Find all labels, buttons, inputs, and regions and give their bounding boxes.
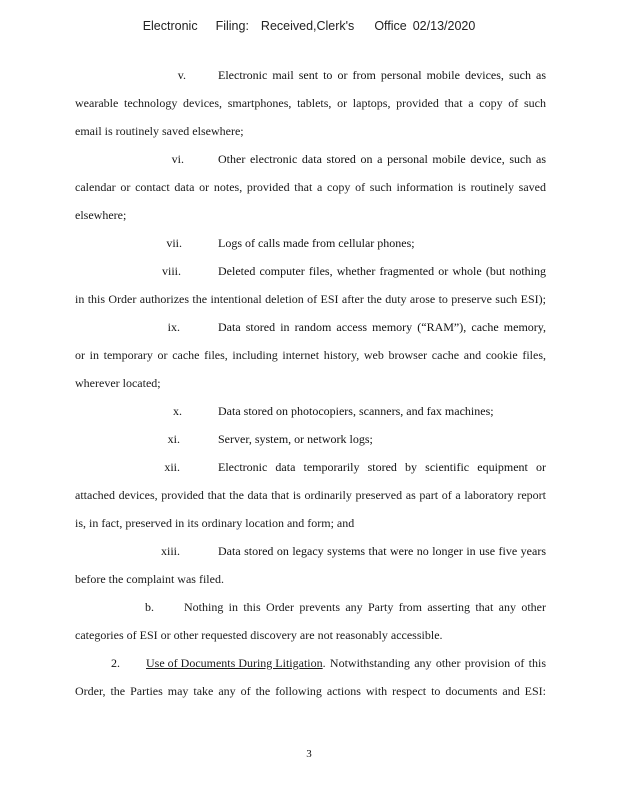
item-xii-line-2: attached devices, provided that the data that is ordinarily preserved as part of a laboratory report [75, 488, 546, 502]
item-xii-first-line: Electronic data temporarily stored by scientific equipment or [218, 460, 546, 474]
item-vi-number: vi. [171, 152, 184, 166]
section-2-first-line [146, 656, 546, 670]
item-xii-number: xii. [164, 460, 180, 474]
stamp-word-electronic: Electronic [142, 19, 198, 33]
section-2-heading: Use of Documents During Litigation [146, 656, 323, 670]
page-number: 3 [306, 748, 312, 760]
item-vi-line-3: elsewhere; [75, 208, 127, 222]
efiling-stamp-header [0, 19, 618, 33]
item-ix-line-2: or in temporary or cache files, including internet history, web browser cache and cookie files, [75, 348, 546, 362]
item-xi-first-line: Server, system, or network logs; [218, 432, 373, 446]
para-b-line-2: categories of ESI or other requested discovery are not reasonably accessible. [75, 628, 443, 642]
item-vii-number: vii. [166, 236, 182, 250]
item-ix-first-line: Data stored in random access memory (“RAM”), cache memory, [218, 320, 546, 334]
item-vi-first-line: Other electronic data stored on a personal mobile device, such as [218, 152, 546, 166]
item-viii-first-line: Deleted computer files, whether fragmented or whole (but nothing [218, 264, 546, 278]
section-2-line-2: Order, the Parties may take any of the following actions with respect to documents and ESI: [75, 684, 546, 698]
item-viii-line-2: in this Order authorizes the intentional deletion of ESI after the duty arose to preserve such ESI); [75, 292, 546, 306]
section-2-first-rest: . Notwithstanding any other provision of this [322, 656, 546, 670]
stamp-date: 02/13/2020 [412, 19, 476, 33]
item-v-number: v. [177, 68, 186, 82]
para-b-number: b. [145, 600, 154, 614]
item-x-first-line: Data stored on photocopiers, scanners, and fax machines; [218, 404, 494, 418]
item-v-line-3: email is routinely saved elsewhere; [75, 124, 244, 138]
item-xiii-number: xiii. [160, 544, 180, 558]
stamp-word-office: Office [374, 19, 407, 33]
item-v-line-2: wearable technology devices, smartphones, tablets, or laptops, provided that a copy of such [75, 96, 546, 110]
item-ix-number: ix. [167, 320, 180, 334]
item-xi-number: xi. [167, 432, 180, 446]
stamp-word-filing: Filing: [215, 19, 249, 33]
stamp-word-received-clerks: Received,Clerk's [260, 19, 355, 33]
item-v-first-line: Electronic mail sent to or from personal mobile devices, such as [218, 68, 546, 82]
item-xiii-line-2: before the complaint was filed. [75, 572, 224, 586]
item-vi-line-2: calendar or contact data or notes, provided that a copy of such information is routinely saved [75, 180, 546, 194]
item-ix-line-3: wherever located; [75, 376, 161, 390]
item-x-number: x. [173, 404, 182, 418]
item-xiii-first-line: Data stored on legacy systems that were no longer in use five years [218, 544, 546, 558]
section-2-number: 2. [111, 656, 120, 670]
para-b-first-line: Nothing in this Order prevents any Party from asserting that any other [184, 600, 546, 614]
item-vii-first-line: Logs of calls made from cellular phones; [218, 236, 415, 250]
item-viii-number: viii. [161, 264, 181, 278]
item-xii-line-3: is, in fact, preserved in its ordinary location and form; and [75, 516, 355, 530]
